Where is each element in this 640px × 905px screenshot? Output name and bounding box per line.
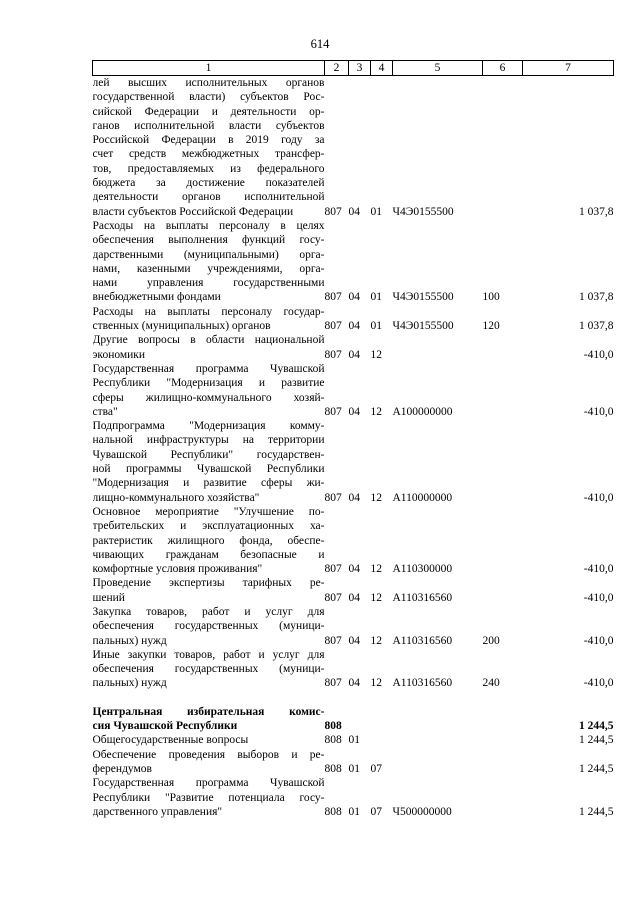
row-pr: 12 <box>370 491 382 504</box>
row-pr <box>371 733 393 747</box>
row-name-line: Основное мероприятие "Улучшение по- <box>92 505 325 518</box>
spacer-cell <box>93 691 614 705</box>
row-vr <box>483 776 523 819</box>
row-name-line: Государственная программа Чувашской <box>92 362 325 375</box>
row-sum: 1 244,5 <box>579 734 614 747</box>
row-vr <box>483 576 523 605</box>
row-gr: 807 <box>324 491 342 504</box>
row-name-line: Другие вопросы в области национальной <box>92 334 325 347</box>
row-gr: 807 <box>324 320 342 333</box>
row-gr: 807 <box>324 563 342 576</box>
row-name-line: внебюджетными фондами <box>92 291 221 304</box>
header-col-5: 5 <box>393 61 483 76</box>
row-name <box>93 505 325 576</box>
row-csr: А110300000 <box>392 563 453 576</box>
row-name-line: Обеспечение проведения выборов и ре- <box>92 748 325 761</box>
row-name-line: ной программы Чувашской Республики <box>92 463 325 476</box>
row-name <box>93 576 325 605</box>
row-name-line: нами, казенными учреждениями, орга- <box>92 262 325 275</box>
row-csr <box>393 333 483 362</box>
row-name-line: ганов исполнительной власти субъектов <box>92 119 325 132</box>
row-name-line: Подпрограмма "Модернизация комму- <box>92 420 325 433</box>
row-pr <box>371 705 393 734</box>
row-gr: 807 <box>324 634 342 647</box>
row-gr: 807 <box>324 591 342 604</box>
row-name-line: обеспечения государственных (муници- <box>92 663 325 676</box>
header-col-6: 6 <box>483 61 523 76</box>
row-pr: 12 <box>370 634 382 647</box>
header-col-2: 2 <box>325 61 349 76</box>
row-sum: 1 244,5 <box>579 720 614 733</box>
row-name-line: государственной власти) субъектов Рос- <box>92 91 325 104</box>
row-gr: 808 <box>324 720 342 733</box>
table-header <box>93 61 614 76</box>
row-rz: 01 <box>348 734 360 747</box>
row-name-line: тов, предоставляемых из федерального <box>92 162 325 175</box>
row-name-line: пальных) нужд <box>92 634 167 647</box>
row-vr <box>483 505 523 576</box>
row-csr: А110316560 <box>392 591 453 604</box>
row-vr <box>483 362 523 419</box>
row-csr <box>393 733 483 747</box>
row-name-line: Государственная программа Чувашской <box>92 777 325 790</box>
row-sum: 1 037,8 <box>579 205 614 218</box>
row-rz: 04 <box>348 405 360 418</box>
row-gr: 807 <box>324 205 342 218</box>
row-gr: 807 <box>324 677 342 690</box>
row-pr: 12 <box>370 405 382 418</box>
row-name-line: счет средств межбюджетных трансфер- <box>92 148 325 161</box>
row-csr <box>393 748 483 777</box>
row-sum: -410,0 <box>583 491 614 504</box>
table-row <box>93 605 614 648</box>
row-name-line: ства" <box>92 405 118 418</box>
row-sum: 1 037,8 <box>579 291 614 304</box>
row-name-line: сия Чувашской Республики <box>92 720 238 733</box>
row-sum: 1 037,8 <box>579 320 614 333</box>
row-name-line: обеспечения государственных (муници- <box>92 620 325 633</box>
row-vr <box>483 333 523 362</box>
row-csr: Ч4Э0155500 <box>392 320 454 333</box>
row-rz: 04 <box>348 291 360 304</box>
row-pr: 01 <box>370 291 382 304</box>
table-row <box>93 705 614 734</box>
row-csr: А100000000 <box>392 405 453 418</box>
row-name <box>93 776 325 819</box>
row-name-line: Иные закупки товаров, работ и услуг для <box>92 648 325 661</box>
header-row <box>93 61 614 76</box>
row-name <box>93 362 325 419</box>
row-pr: 07 <box>370 762 382 775</box>
row-name-line: Общегосударственные вопросы <box>92 734 249 747</box>
row-gr: 807 <box>324 291 342 304</box>
row-rz: 04 <box>348 591 360 604</box>
row-name-line: Чувашской Республики" государствен- <box>92 448 325 461</box>
row-name-line: дарственного управления" <box>92 805 223 818</box>
row-name-line: лей высших исполнительных органов <box>92 77 325 89</box>
row-gr: 808 <box>324 734 342 747</box>
row-name-line: Расходы на выплаты персоналу в целях <box>92 219 325 232</box>
row-pr: 01 <box>370 205 382 218</box>
row-vr <box>483 705 523 734</box>
row-name-line: Республики "Модернизация и развитие <box>92 377 325 390</box>
row-name-line: сферы жилищно-коммунального хозяй- <box>92 391 325 404</box>
row-sum: -410,0 <box>583 348 614 361</box>
row-name <box>93 333 325 362</box>
row-name-line: рактеристик жилищного фонда, обеспе- <box>92 534 325 547</box>
row-rz: 04 <box>348 205 360 218</box>
row-vr: 120 <box>482 320 500 333</box>
row-name-line: чивающих гражданам безопасные и <box>92 548 325 561</box>
row-name-line: Проведение экспертизы тарифных ре- <box>92 577 325 590</box>
table-row <box>93 505 614 576</box>
row-rz: 01 <box>348 805 360 818</box>
row-vr <box>483 419 523 505</box>
row-name-line: Российской Федерации в 2019 году за <box>92 134 325 147</box>
header-col-1: 1 <box>93 61 325 76</box>
row-vr: 200 <box>482 634 500 647</box>
table-row <box>93 419 614 505</box>
spacer-row <box>93 691 614 705</box>
row-pr: 01 <box>370 320 382 333</box>
table-row <box>93 776 614 819</box>
row-name <box>93 419 325 505</box>
row-name <box>93 733 325 747</box>
row-vr <box>483 748 523 777</box>
table-body <box>93 76 614 820</box>
row-rz: 04 <box>348 320 360 333</box>
row-name <box>93 76 325 219</box>
table-row <box>93 76 614 219</box>
row-vr: 100 <box>482 291 500 304</box>
table-row <box>93 362 614 419</box>
row-csr: Ч4Э0155500 <box>392 205 454 218</box>
row-pr: 07 <box>370 805 382 818</box>
row-name-line: ственных (муниципальных) органов <box>92 320 271 333</box>
row-name <box>93 705 325 734</box>
row-name-line: дарственными (муниципальными) орга- <box>92 248 325 261</box>
row-name-line: лищно-коммунального хозяйства" <box>92 491 260 504</box>
row-name-line: Республики "Развитие потенциала госу- <box>92 791 325 804</box>
row-rz <box>349 705 371 734</box>
row-name-line: обеспечения выполнения функций госу- <box>92 234 325 247</box>
header-col-7: 7 <box>523 61 614 76</box>
row-csr: Ч4Э0155500 <box>392 291 454 304</box>
table-row <box>93 305 614 334</box>
row-vr: 240 <box>482 677 500 690</box>
row-gr: 808 <box>324 805 342 818</box>
row-name-line: Закупка товаров, работ и услуг для <box>92 605 325 618</box>
row-pr: 12 <box>370 563 382 576</box>
header-col-4: 4 <box>371 61 393 76</box>
table-row <box>93 748 614 777</box>
row-csr: Ч500000000 <box>392 805 452 818</box>
row-name-line: нами управления государственными <box>92 277 325 290</box>
table-row <box>93 733 614 747</box>
row-csr: А110316560 <box>392 634 453 647</box>
row-pr: 12 <box>370 348 382 361</box>
row-name-line: "Модернизация и развитие сферы жи- <box>92 477 325 490</box>
row-name-line: пальных) нужд <box>92 677 167 690</box>
row-csr <box>393 705 483 734</box>
row-sum: -410,0 <box>583 634 614 647</box>
row-pr: 12 <box>370 677 382 690</box>
budget-table <box>92 60 614 819</box>
row-name <box>93 219 325 305</box>
row-name-line: нальной инфраструктуры на территории <box>92 434 325 447</box>
row-sum: -410,0 <box>583 563 614 576</box>
row-gr: 807 <box>324 405 342 418</box>
table-row <box>93 333 614 362</box>
table-row <box>93 219 614 305</box>
row-name-line: комфортные условия проживания" <box>92 563 263 576</box>
row-gr: 807 <box>324 348 342 361</box>
row-sum: -410,0 <box>583 591 614 604</box>
row-sum: 1 244,5 <box>579 762 614 775</box>
row-vr <box>483 76 523 219</box>
row-sum: -410,0 <box>583 405 614 418</box>
row-name-line: бюджета за достижение показателей <box>92 177 325 190</box>
row-name-line: Расходы на выплаты персоналу государ- <box>92 305 325 318</box>
page-number: 614 <box>310 37 330 51</box>
header-col-3: 3 <box>349 61 371 76</box>
row-sum: -410,0 <box>583 677 614 690</box>
row-rz: 01 <box>348 762 360 775</box>
row-name-line: требительских и эксплуатационных ха- <box>92 520 325 533</box>
row-name <box>93 748 325 777</box>
row-name-line: власти субъектов Российской Федерации <box>92 205 294 218</box>
table-row <box>93 648 614 691</box>
row-gr: 808 <box>324 762 342 775</box>
row-name <box>93 305 325 334</box>
row-rz: 04 <box>348 634 360 647</box>
row-rz: 04 <box>348 563 360 576</box>
row-rz: 04 <box>348 677 360 690</box>
row-pr: 12 <box>370 591 382 604</box>
row-csr: А110316560 <box>392 677 453 690</box>
row-rz: 04 <box>348 348 360 361</box>
row-name-line: шений <box>92 591 125 604</box>
table-row <box>93 576 614 605</box>
row-name-line: сийской Федерации и деятельности ор- <box>92 105 325 118</box>
row-name-line: Центральная избирательная комис- <box>92 705 325 718</box>
row-sum: 1 244,5 <box>579 805 614 818</box>
row-name <box>93 605 325 648</box>
row-vr <box>483 733 523 747</box>
row-name-line: ферендумов <box>92 762 152 775</box>
row-name-line: деятельности органов исполнительной <box>92 191 325 204</box>
row-name-line: экономики <box>92 348 146 361</box>
row-rz: 04 <box>348 491 360 504</box>
row-name <box>93 648 325 691</box>
row-csr: А110000000 <box>392 491 453 504</box>
